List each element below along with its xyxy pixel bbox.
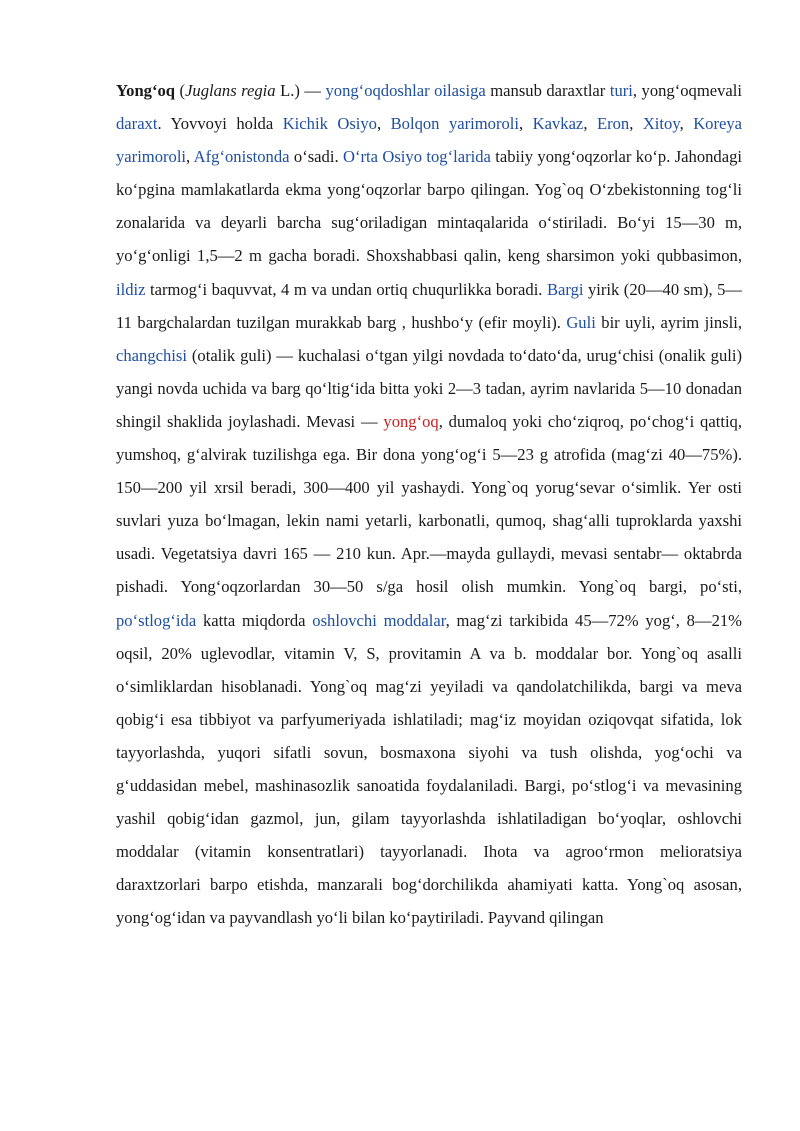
- text-run: yirik (20—40 sm), 5—11 bargchalardan tuzilgan murakkab barg , hushbo‘y (efir moyli).: [116, 279, 742, 332]
- hyperlink[interactable]: Bargi: [546, 279, 584, 299]
- text-run: tarmog‘i baquvvat, 4 m va undan ortiq chuqurlikka boradi.: [145, 279, 547, 299]
- text-run: ,: [629, 114, 643, 134]
- text-run: ,: [519, 114, 533, 134]
- hyperlink[interactable]: yong‘oqdoshlar oilasiga: [325, 81, 486, 100]
- text-run: ,: [679, 114, 694, 134]
- hyperlink[interactable]: Eron: [596, 114, 630, 134]
- text-run: katta miqdorda: [196, 610, 313, 630]
- text-run: o‘sadi.: [289, 147, 343, 167]
- hyperlink[interactable]: O‘rta Osiyo tog‘larida: [342, 147, 491, 167]
- text-run: L.) —: [275, 81, 326, 100]
- hyperlink[interactable]: Xitoy: [642, 114, 680, 134]
- text-run: ,: [583, 114, 597, 134]
- hyperlink[interactable]: Kavkaz: [532, 114, 584, 134]
- hyperlink[interactable]: Bolqon yarimoroli: [390, 114, 519, 134]
- text-run: mansub daraxtlar: [485, 81, 610, 100]
- highlighted-link[interactable]: yong‘oq: [383, 411, 439, 431]
- text-run: tabiiy yong‘oqzorlar ko‘p. Jahondagi ko‘pgina mamlakatlarda ekma yong‘oqzorlar barpo qilingan. Yog`oq O‘zbekistonning tog‘li zonalarida va deyarli barcha sug‘oriladigan mintaqalarida o‘stiriladi. Bo‘yi 15—30 m, yo‘g‘onligi 1,5—2 m gacha boradi. Shoxshabbasi qalin, keng sharsimon yoki qubbasimon,: [116, 147, 742, 266]
- hyperlink[interactable]: Kichik Osiyo: [282, 114, 377, 134]
- article-paragraph: [116, 74, 742, 934]
- article-term: Yong‘oq: [116, 81, 176, 100]
- text-run: (otalik guli) — kuchalasi o‘tgan yilgi novdada to‘dato‘da, urug‘chisi (onalik guli) yangi novda uchida va barg qo‘ltig‘ida bitta yoki 2—3 tadan, ayrim navlarida 5—10 donadan shingil shaklida joylashadi. Mevasi —: [116, 345, 742, 431]
- text-run: , yong‘oqmevali: [632, 81, 742, 100]
- hyperlink[interactable]: po‘stlog‘ida: [116, 610, 197, 630]
- text-run: ,: [376, 114, 391, 134]
- text-run: , mag‘zi tarkibida 45—72% yog‘, 8—21% oqsil, 20% uglevodlar, vitamin V, S, provitamin A va b. moddalar bor. Yong`oq asalli o‘simliklardan hisoblanadi. Yong`oq mag‘zi yeyiladi va qandolatchilikda, bargi va meva qobig‘i esa tibbiyot va parfyumeriyada ishlatiladi; mag‘iz moyidan oziqovqat sifatida, lok tayyorlashda, yuqori sifatli sovun, bosmaxona siyohi va tush olishda, yog‘ochi va g‘uddasidan mebel, mashinasozlik sanoatida foydalaniladi. Bargi, po‘stlog‘i va mevasining yashil qobig‘idan gazmol, jun, gilam tayyorlashda ishlatiladigan bo‘yoqlar, oshlovchi moddalar (vitamin konsentratlari) tayyorlanadi. Ihota va agroo‘rmon melioratsiya daraxtzorlari barpo etishda, manzarali bog‘dorchilikda ahamiyati katta. Yong`oq asosan, yong‘og‘idan va payvandlash yo‘li bilan ko‘paytiriladi. Payvand qilingan: [116, 610, 742, 928]
- hyperlink[interactable]: turi: [609, 81, 633, 100]
- text-run: . Yovvoyi holda: [157, 114, 283, 134]
- text-run: (: [175, 81, 186, 100]
- text-run: bir uyli, ayrim jinsli,: [595, 312, 742, 332]
- hyperlink[interactable]: changchisi: [116, 345, 187, 365]
- hyperlink[interactable]: Guli: [566, 312, 596, 332]
- hyperlink[interactable]: ildiz: [116, 279, 146, 299]
- hyperlink[interactable]: daraxt: [116, 114, 158, 134]
- hyperlink[interactable]: Koreya yarimoroli: [116, 114, 743, 167]
- hyperlink[interactable]: Afg‘onistonda: [193, 147, 290, 167]
- latin-name: Juglans regia: [185, 81, 276, 100]
- text-run: , dumaloq yoki cho‘ziqroq, po‘chog‘i qattiq, yumshoq, g‘alvirak tuzilishga ega. Bir dona yong‘og‘i 5—23 g atrofida (mag‘zi 40—75%). 150—200 yil xrsil beradi, 300—400 yil yashaydi. Yong`oq yorug‘sevar o‘simlik. Yer osti suvlari yuza bo‘lmagan, lekin nami yetarli, karbonatli, qumoq, shag‘alli tuproklarda yaxshi usadi. Vegetatsiya davri 165 — 210 kun. Apr.—mayda gullaydi, mevasi sentabr— oktabrda pishadi. Yong‘oqzorlardan 30—50 s/ga hosil olish mumkin. Yong`oq bargi, po‘sti,: [116, 411, 742, 597]
- text-run: ,: [186, 147, 194, 167]
- hyperlink[interactable]: oshlovchi moddalar: [312, 610, 446, 630]
